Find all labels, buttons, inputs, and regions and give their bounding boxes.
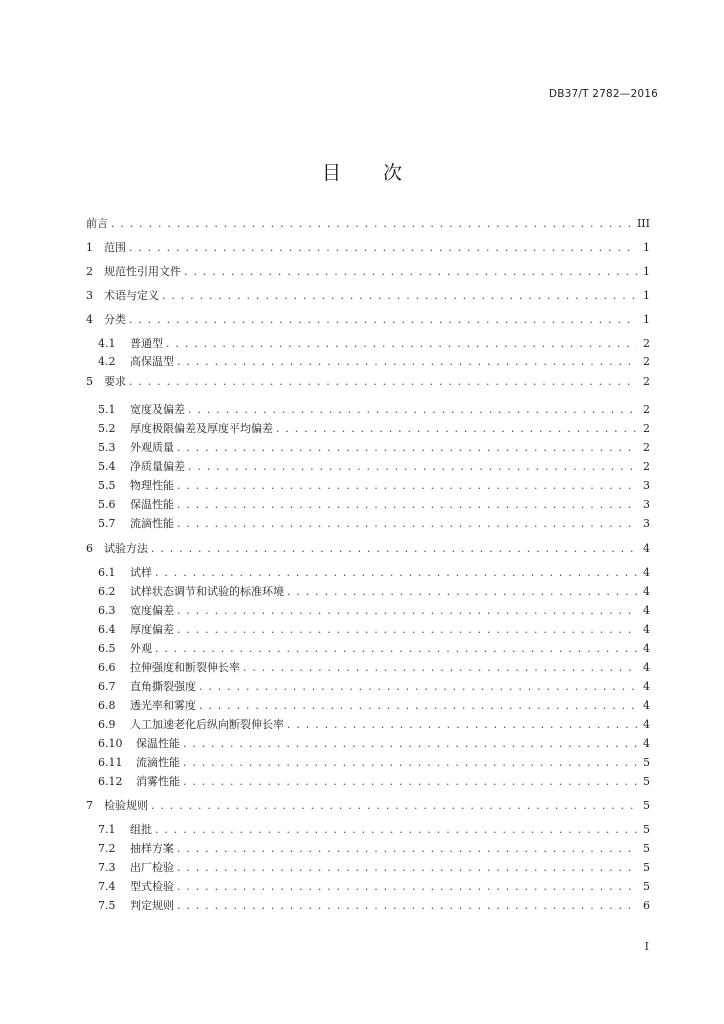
toc-entry-page: 5 — [643, 799, 650, 812]
toc-leader-dots — [177, 604, 637, 618]
toc-entry-page: 4 — [643, 604, 650, 617]
toc-leader-dots — [162, 289, 637, 303]
toc-entry[interactable] — [98, 699, 650, 713]
toc-entry-page: 2 — [643, 403, 650, 416]
toc-leader-dots — [177, 498, 637, 512]
toc-entry[interactable] — [98, 842, 650, 856]
toc-entry[interactable] — [98, 775, 650, 789]
toc-entry-number: 4 — [86, 313, 93, 326]
toc-leader-dots — [177, 899, 637, 913]
toc-leader-dots — [129, 313, 637, 327]
toc-entry-label: 要求 — [104, 375, 126, 388]
toc-entry[interactable] — [98, 718, 650, 732]
toc-entry-number: 5.6 — [98, 498, 116, 511]
toc-entry-page: 1 — [643, 313, 650, 326]
toc-entry-number: 7.5 — [98, 899, 116, 912]
toc-leader-dots — [155, 642, 637, 656]
toc-entry-number: 6 — [86, 542, 93, 555]
toc-entry-number: 6.10 — [98, 737, 123, 750]
toc-entry-number: 6.5 — [98, 642, 116, 655]
toc-entry-label: 判定规则 — [130, 899, 174, 912]
toc-entry-page: 4 — [643, 542, 650, 555]
toc-entry-label: 直角撕裂强度 — [130, 680, 196, 693]
toc-entry-number: 6.9 — [98, 718, 116, 731]
toc-entry-number: 5.7 — [98, 517, 116, 530]
toc-leader-dots — [276, 422, 637, 436]
toc-entry-page: 1 — [643, 241, 650, 254]
toc-entry-number: 6.12 — [98, 775, 123, 788]
toc-entry[interactable] — [86, 217, 650, 231]
toc-entry-page: 4 — [643, 585, 650, 598]
toc-entry-label: 范围 — [104, 241, 126, 254]
toc-entry-number: 5.2 — [98, 422, 116, 435]
page-number: I — [644, 940, 649, 953]
toc-entry[interactable] — [86, 799, 650, 813]
toc-entry-label: 保温性能 — [130, 498, 174, 511]
toc-leader-dots — [177, 623, 637, 637]
toc-entry-label: 厚度偏差 — [130, 623, 174, 636]
toc-entry-label: 净质量偏差 — [130, 460, 185, 473]
toc-entry-label: 拉伸强度和断裂伸长率 — [130, 661, 240, 674]
toc-leader-dots — [155, 823, 637, 837]
toc-leader-dots — [177, 441, 637, 455]
toc-entry[interactable] — [98, 355, 650, 369]
toc-entry[interactable] — [98, 880, 650, 894]
toc-entry[interactable] — [98, 460, 650, 474]
toc-entry-page: 4 — [643, 737, 650, 750]
toc-entry-page: 4 — [643, 642, 650, 655]
toc-entry-number: 6.7 — [98, 680, 116, 693]
toc-entry-page: 5 — [643, 775, 650, 788]
toc-entry-label: 抽样方案 — [130, 842, 174, 855]
toc-entry[interactable] — [98, 861, 650, 875]
toc-entry-label: 试样状态调节和试验的标准环境 — [130, 585, 284, 598]
toc-entry-label: 试验方法 — [104, 542, 148, 555]
toc-entry-label: 组批 — [130, 823, 152, 836]
toc-entry-page: 3 — [643, 498, 650, 511]
toc-entry-label: 物理性能 — [130, 479, 174, 492]
toc-entry[interactable] — [86, 375, 650, 389]
toc-entry-page: 5 — [643, 842, 650, 855]
toc-entry[interactable] — [98, 642, 650, 656]
toc-entry-page: 6 — [643, 899, 650, 912]
toc-entry-label: 出厂检验 — [130, 861, 174, 874]
toc-entry-page: 4 — [643, 699, 650, 712]
toc-entry-page: 1 — [643, 265, 650, 278]
toc-leader-dots — [151, 799, 637, 813]
toc-leader-dots — [129, 241, 637, 255]
toc-entry[interactable] — [98, 899, 650, 913]
toc-entry-number: 5.3 — [98, 441, 116, 454]
toc-leader-dots — [166, 337, 637, 351]
toc-entry-page: 4 — [643, 680, 650, 693]
toc-entry-page: 2 — [643, 441, 650, 454]
toc-entry-page: 2 — [643, 375, 650, 388]
toc-entry-page: 4 — [643, 661, 650, 674]
toc-entry[interactable] — [98, 441, 650, 455]
toc-leader-dots — [183, 756, 637, 770]
toc-entry-number: 5.5 — [98, 479, 116, 492]
toc-entry-page: 5 — [643, 880, 650, 893]
toc-entry-label: 规范性引用文件 — [104, 265, 181, 278]
toc-entry-page: 5 — [643, 756, 650, 769]
toc-entry[interactable] — [98, 585, 650, 599]
toc-leader-dots — [188, 403, 637, 417]
toc-entry-label: 分类 — [104, 313, 126, 326]
toc-entry-label: 普通型 — [130, 337, 163, 350]
toc-entry-label: 高保温型 — [130, 355, 174, 368]
toc-entry-label: 检验规则 — [104, 799, 148, 812]
toc-entry-page: 4 — [643, 718, 650, 731]
toc-entry[interactable] — [86, 289, 650, 303]
toc-entry-number: 6.1 — [98, 566, 116, 579]
toc-leader-dots — [177, 517, 637, 531]
toc-leader-dots — [243, 661, 637, 675]
toc-entry[interactable] — [98, 756, 650, 770]
toc-entry-label: 厚度极限偏差及厚度平均偏差 — [130, 422, 273, 435]
toc-entry-number: 5.4 — [98, 460, 116, 473]
toc-entry-number: 5 — [86, 375, 93, 388]
toc-entry-label: 试样 — [130, 566, 152, 579]
toc-entry-page: 3 — [643, 517, 650, 530]
toc-entry-number: 2 — [86, 265, 93, 278]
toc-leader-dots — [129, 375, 637, 389]
toc-entry-number: 6.6 — [98, 661, 116, 674]
toc-entry-page: 2 — [643, 460, 650, 473]
toc-entry-number: 6.3 — [98, 604, 116, 617]
toc-leader-dots — [177, 479, 637, 493]
toc-entry[interactable] — [98, 604, 650, 618]
toc-entry-page: 4 — [643, 566, 650, 579]
toc-entry[interactable] — [98, 737, 650, 751]
toc-entry-label: 宽度及偏差 — [130, 403, 185, 416]
toc-entry[interactable] — [86, 542, 650, 556]
document-id: DB37/T 2782—2016 — [548, 88, 658, 100]
toc-entry-number: 7 — [86, 799, 93, 812]
toc-entry[interactable] — [98, 479, 650, 493]
toc-entry-page: 5 — [643, 861, 650, 874]
toc-entry[interactable] — [98, 403, 650, 417]
toc-leader-dots — [155, 566, 637, 580]
toc-entry[interactable] — [98, 498, 650, 512]
toc-leader-dots — [287, 585, 637, 599]
toc-entry[interactable] — [98, 517, 650, 531]
toc-entry-page: III — [636, 217, 650, 230]
toc-entry[interactable] — [98, 422, 650, 436]
toc-entry[interactable] — [98, 623, 650, 637]
toc-entry-number: 6.2 — [98, 585, 116, 598]
toc-entry[interactable] — [98, 680, 650, 694]
toc-entry-label: 流滴性能 — [130, 517, 174, 530]
toc-leader-dots — [188, 460, 637, 474]
toc-entry-label: 流滴性能 — [136, 756, 180, 769]
toc-entry-page: 2 — [643, 422, 650, 435]
toc-entry-number: 6.8 — [98, 699, 116, 712]
toc-entry-number: 1 — [86, 241, 93, 254]
toc-entry[interactable] — [98, 661, 650, 675]
toc-entry-number: 5.1 — [98, 403, 116, 416]
toc-leader-dots — [177, 880, 637, 894]
toc-entry-page: 4 — [643, 623, 650, 636]
toc-entry[interactable] — [98, 566, 650, 580]
toc-entry-number: 7.3 — [98, 861, 116, 874]
toc-entry-number: 6.4 — [98, 623, 116, 636]
toc-entry-page: 3 — [643, 479, 650, 492]
toc-entry-page: 5 — [643, 823, 650, 836]
toc-leader-dots — [111, 217, 634, 231]
toc-entry[interactable] — [98, 337, 650, 351]
toc-entry-number: 7.4 — [98, 880, 116, 893]
toc-entry-page: 2 — [643, 337, 650, 350]
toc-leader-dots — [177, 861, 637, 875]
toc-entry-number: 4.1 — [98, 337, 116, 350]
toc-entry-label: 保温性能 — [136, 737, 180, 750]
toc-entry-number: 6.11 — [98, 756, 123, 769]
toc-entry-label: 消雾性能 — [136, 775, 180, 788]
toc-leader-dots — [287, 718, 637, 732]
toc-entry-label: 外观 — [130, 642, 152, 655]
toc-entry-page: 2 — [643, 355, 650, 368]
toc-entry-label: 前言 — [86, 217, 108, 230]
toc-entry-number: 4.2 — [98, 355, 116, 368]
toc-entry-number: 3 — [86, 289, 93, 302]
toc-leader-dots — [184, 265, 637, 279]
toc-entry-label: 透光率和雾度 — [130, 699, 196, 712]
page-title: 目 次 — [321, 162, 421, 184]
toc-leader-dots — [177, 842, 637, 856]
toc-entry-number: 7.2 — [98, 842, 116, 855]
toc-entry-label: 术语与定义 — [104, 289, 159, 302]
toc-leader-dots — [199, 680, 637, 694]
toc-entry[interactable] — [86, 265, 650, 279]
toc-entry-label: 人工加速老化后纵向断裂伸长率 — [130, 718, 284, 731]
toc-entry[interactable] — [86, 241, 650, 255]
toc-entry[interactable] — [98, 823, 650, 837]
toc-leader-dots — [183, 775, 637, 789]
toc-leader-dots — [183, 737, 637, 751]
toc-leader-dots — [177, 355, 637, 369]
toc-entry-page: 1 — [643, 289, 650, 302]
toc-leader-dots — [151, 542, 637, 556]
toc-entry[interactable] — [86, 313, 650, 327]
toc-entry-label: 外观质量 — [130, 441, 174, 454]
toc-entry-label: 宽度偏差 — [130, 604, 174, 617]
toc-leader-dots — [199, 699, 637, 713]
toc-entry-label: 型式检验 — [130, 880, 174, 893]
toc-entry-number: 7.1 — [98, 823, 116, 836]
